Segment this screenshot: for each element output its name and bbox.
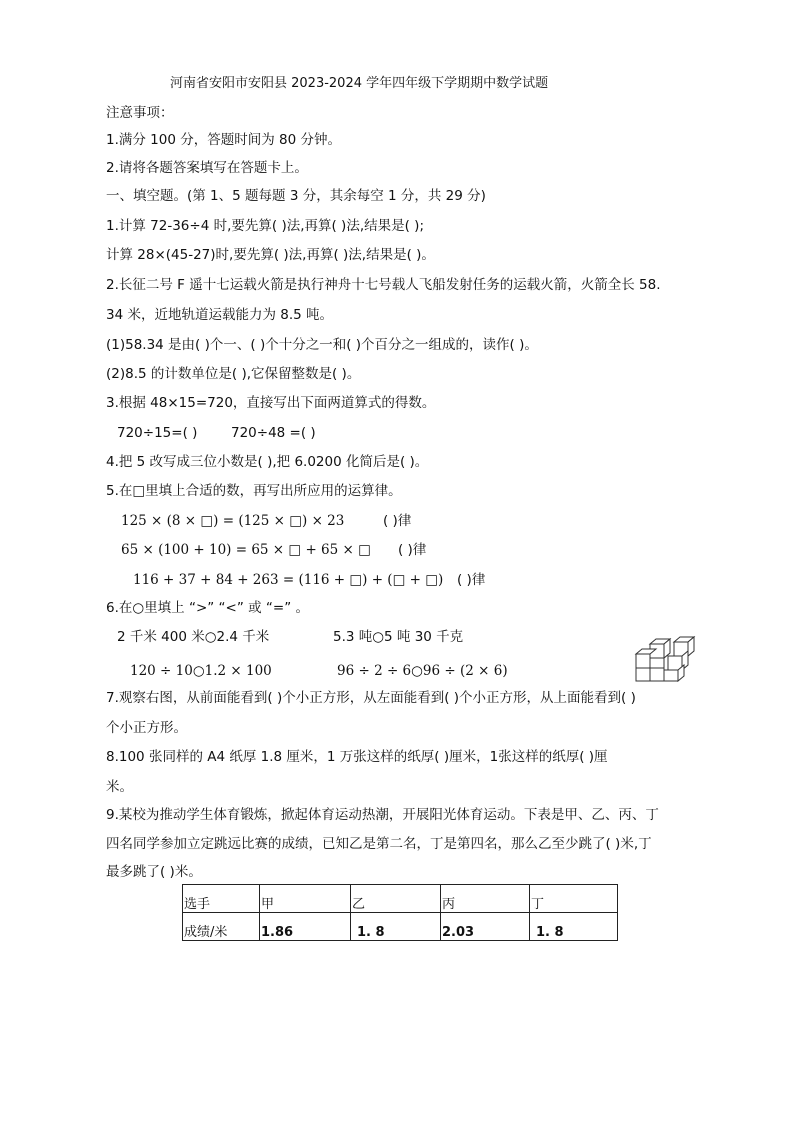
section-heading: 一、填空题。(第 1、5 题每题 3 分，其余每空 1 分，共 29 分) — [106, 188, 486, 204]
q3-line-1: 3.根据 48×15=720，直接写出下面两道算式的得数。 — [106, 395, 436, 411]
table-row — [183, 913, 618, 941]
table-header-cell: 丙 — [441, 885, 530, 913]
q6-compare-2: 5.3 吨○5 吨 30 千克 — [333, 629, 464, 645]
q6-compare-4: 96 ÷ 2 ÷ 6○96 ÷ (2 × 6) — [337, 663, 508, 679]
q7-line-2: 个小正方形。 — [106, 720, 187, 736]
table-cell: 成绩/米 — [183, 913, 260, 941]
q3-equation-1: 720÷15=( ) — [117, 425, 198, 441]
q2-line-2: 34 米，近地轨道运载能力为 8.5 吨。 — [106, 307, 334, 323]
q9-line-1: 9.某校为推动学生体育锻炼，掀起体育运动热潮，开展阳光体育运动。下表是甲、乙、丙、丁 — [106, 807, 659, 823]
q8-line-1: 8.100 张同样的 A4 纸厚 1.8 厘米，1 万张这样的纸厚( )厘米，1张这样的纸厚( )厘 — [106, 749, 608, 765]
q4-line-1: 4.把 5 改写成三位小数是( ),把 6.0200 化简后是( )。 — [106, 454, 429, 470]
table-header-cell: 选手 — [183, 885, 260, 913]
score-table — [182, 884, 618, 941]
notes-heading: 注意事项： — [106, 105, 174, 121]
q2-part-1: (1)58.34 是由( )个一、( )个十分之一和( )个百分之一组成的，读作( )。 — [106, 337, 538, 353]
q5-law-1: ( )律 — [383, 513, 412, 529]
q6-line-1: 6.在○里填上 “>” “<” 或 “=” 。 — [106, 600, 310, 616]
q1-line-1: 1.计算 72-36÷4 时,要先算( )法,再算( )法,结果是( ); — [106, 218, 424, 234]
table-header-cell: 丁 — [530, 885, 618, 913]
table-header-row — [183, 885, 618, 913]
note-line-2: 2.请将各题答案填写在答题卡上。 — [106, 160, 308, 176]
q9-line-2: 四名同学参加立定跳远比赛的成绩，已知乙是第二名，丁是第四名，那么乙至少跳了( )米,丁 — [106, 836, 652, 852]
q9-line-3: 最多跳了( )米。 — [106, 864, 202, 880]
q6-compare-1: 2 千米 400 米○2.4 千米 — [117, 629, 270, 645]
q5-line-1: 5.在□里填上合适的数，再写出所应用的运算律。 — [106, 483, 402, 499]
q7-line-1: 7.观察右图，从前面能看到( )个小正方形，从左面能看到( )个小正方形，从上面能看到( ) — [106, 690, 636, 706]
table-cell: 1. 8 — [351, 913, 441, 941]
q5-equation-1: 125 × (8 × □) = (125 × □) × 23 — [121, 513, 345, 529]
q2-part-2: (2)8.5 的计数单位是( ),它保留整数是( )。 — [106, 366, 361, 382]
cube-stack-figure — [634, 634, 696, 682]
q3-equation-2: 720÷48 =( ) — [231, 425, 316, 441]
table-cell: 1.86 — [260, 913, 351, 941]
note-line-1: 1.满分 100 分，答题时间为 80 分钟。 — [106, 132, 341, 148]
document-title: 河南省安阳市安阳县 2023-2024 学年四年级下学期期中数学试题 — [170, 76, 549, 91]
q5-equation-3: 116 + 37 + 84 + 263 = (116 + □) + (□ + □) — [133, 572, 444, 588]
q1-line-2: 计算 28×(45-27)时,要先算( )法,再算( )法,结果是( )。 — [106, 247, 435, 263]
table-cell: 2.03 — [441, 913, 530, 941]
table-header-cell: 乙 — [351, 885, 441, 913]
table-header-cell: 甲 — [260, 885, 351, 913]
q8-line-2: 米。 — [106, 779, 133, 795]
q5-law-3: ( )律 — [457, 572, 486, 588]
q2-line-1: 2.长征二号 F 遥十七运载火箭是执行神舟十七号载人飞船发射任务的运载火箭，火箭全长 58. — [106, 277, 661, 293]
q6-compare-3: 120 ÷ 10○1.2 × 100 — [130, 663, 272, 679]
table-cell: 1. 8 — [530, 913, 618, 941]
q5-equation-2: 65 × (100 + 10) = 65 × □ + 65 × □ — [121, 542, 371, 558]
q5-law-2: ( )律 — [398, 542, 427, 558]
